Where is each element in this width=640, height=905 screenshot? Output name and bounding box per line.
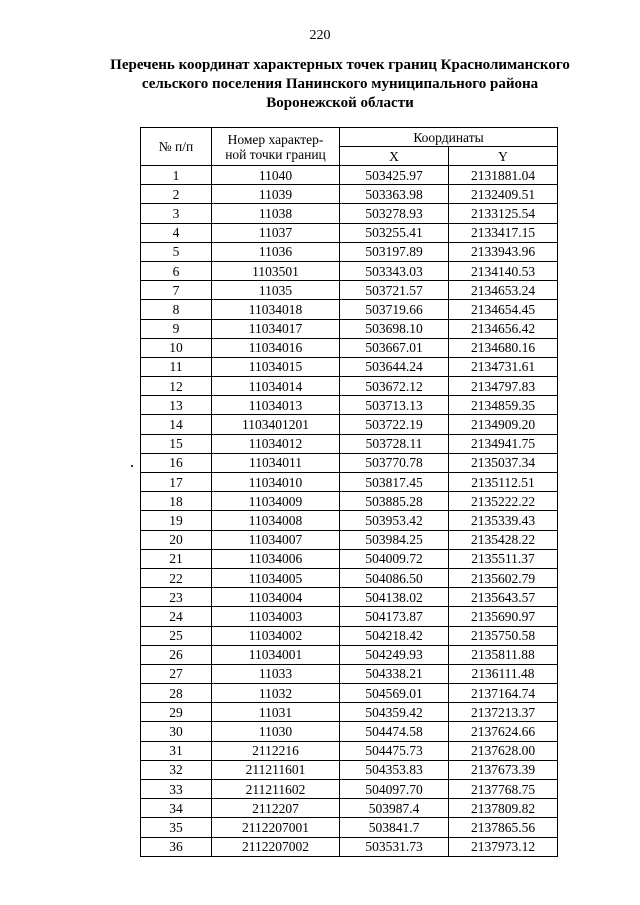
point-number-cell: 11040 xyxy=(212,166,340,185)
y-coordinate-cell: 2134941.75 xyxy=(449,434,558,453)
point-number-cell: 11034008 xyxy=(212,511,340,530)
point-number-cell: 211211601 xyxy=(212,760,340,779)
table-row xyxy=(141,396,558,415)
point-number-cell: 11034011 xyxy=(212,453,340,472)
table-header xyxy=(141,128,558,166)
row-number-cell: 36 xyxy=(141,837,212,856)
row-number-cell: 18 xyxy=(141,492,212,511)
x-coordinate-cell: 504009.72 xyxy=(340,549,449,568)
row-number-cell: 14 xyxy=(141,415,212,434)
scan-speck xyxy=(131,465,133,467)
table-row xyxy=(141,645,558,664)
point-number-cell: 11038 xyxy=(212,204,340,223)
point-number-cell: 11034009 xyxy=(212,492,340,511)
x-coordinate-cell: 504086.50 xyxy=(340,568,449,587)
x-coordinate-cell: 503770.78 xyxy=(340,453,449,472)
y-coordinate-cell: 2135112.51 xyxy=(449,473,558,492)
header-point-number-line-1: Номер характер- xyxy=(227,131,324,147)
table-row xyxy=(141,492,558,511)
point-number-cell: 1103401201 xyxy=(212,415,340,434)
x-coordinate-cell: 503698.10 xyxy=(340,319,449,338)
point-number-cell: 11034007 xyxy=(212,530,340,549)
point-number-cell: 11034018 xyxy=(212,300,340,319)
x-coordinate-cell: 503722.19 xyxy=(340,415,449,434)
y-coordinate-cell: 2137973.12 xyxy=(449,837,558,856)
x-coordinate-cell: 504218.42 xyxy=(340,626,449,645)
point-number-cell: 2112207 xyxy=(212,799,340,818)
row-number-cell: 1 xyxy=(141,166,212,185)
x-coordinate-cell: 503531.73 xyxy=(340,837,449,856)
x-coordinate-cell: 503885.28 xyxy=(340,492,449,511)
table-row xyxy=(141,338,558,357)
x-coordinate-cell: 504097.70 xyxy=(340,780,449,799)
header-point-number xyxy=(212,128,340,166)
table-row xyxy=(141,664,558,683)
point-number-cell: 11034004 xyxy=(212,588,340,607)
y-coordinate-cell: 2135339.43 xyxy=(449,511,558,530)
row-number-cell: 32 xyxy=(141,760,212,779)
header-row-number: № п/п xyxy=(141,128,212,166)
x-coordinate-cell: 503363.98 xyxy=(340,185,449,204)
table-row xyxy=(141,434,558,453)
y-coordinate-cell: 2133417.15 xyxy=(449,223,558,242)
x-coordinate-cell: 504249.93 xyxy=(340,645,449,664)
table-row xyxy=(141,261,558,280)
y-coordinate-cell: 2135690.97 xyxy=(449,607,558,626)
table-row xyxy=(141,760,558,779)
y-coordinate-cell: 2134859.35 xyxy=(449,396,558,415)
row-number-cell: 5 xyxy=(141,242,212,261)
x-coordinate-cell: 503278.93 xyxy=(340,204,449,223)
point-number-cell: 11034006 xyxy=(212,549,340,568)
point-number-cell: 11035 xyxy=(212,281,340,300)
row-number-cell: 27 xyxy=(141,664,212,683)
x-coordinate-cell: 503644.24 xyxy=(340,357,449,376)
y-coordinate-cell: 2136111.48 xyxy=(449,664,558,683)
row-number-cell: 8 xyxy=(141,300,212,319)
y-coordinate-cell: 2135222.22 xyxy=(449,492,558,511)
table-row xyxy=(141,549,558,568)
y-coordinate-cell: 2137628.00 xyxy=(449,741,558,760)
table-row xyxy=(141,377,558,396)
document-title xyxy=(90,56,590,113)
x-coordinate-cell: 503343.03 xyxy=(340,261,449,280)
point-number-cell: 11033 xyxy=(212,664,340,683)
table-row xyxy=(141,511,558,530)
point-number-cell: 11031 xyxy=(212,703,340,722)
title-line-1: Перечень координат характерных точек границ Краснолиманского xyxy=(110,57,570,73)
table-row xyxy=(141,684,558,703)
row-number-cell: 26 xyxy=(141,645,212,664)
header-y: Y xyxy=(449,147,558,166)
x-coordinate-cell: 503728.11 xyxy=(340,434,449,453)
point-number-cell: 11034002 xyxy=(212,626,340,645)
y-coordinate-cell: 2131881.04 xyxy=(449,166,558,185)
x-coordinate-cell: 504353.83 xyxy=(340,760,449,779)
table-row xyxy=(141,799,558,818)
point-number-cell: 1103501 xyxy=(212,261,340,280)
x-coordinate-cell: 504173.87 xyxy=(340,607,449,626)
point-number-cell: 11039 xyxy=(212,185,340,204)
row-number-cell: 15 xyxy=(141,434,212,453)
y-coordinate-cell: 2134797.83 xyxy=(449,377,558,396)
x-coordinate-cell: 503721.57 xyxy=(340,281,449,300)
table-row xyxy=(141,300,558,319)
header-point-number-line-2: ной точки границ xyxy=(225,146,326,162)
row-number-cell: 6 xyxy=(141,261,212,280)
row-number-cell: 11 xyxy=(141,357,212,376)
y-coordinate-cell: 2134140.53 xyxy=(449,261,558,280)
row-number-cell: 21 xyxy=(141,549,212,568)
point-number-cell: 211211602 xyxy=(212,780,340,799)
table-row xyxy=(141,703,558,722)
x-coordinate-cell: 503197.89 xyxy=(340,242,449,261)
row-number-cell: 19 xyxy=(141,511,212,530)
x-coordinate-cell: 503987.4 xyxy=(340,799,449,818)
table-row xyxy=(141,530,558,549)
y-coordinate-cell: 2134731.61 xyxy=(449,357,558,376)
row-number-cell: 10 xyxy=(141,338,212,357)
page-number: 220 xyxy=(309,28,331,43)
row-number-cell: 29 xyxy=(141,703,212,722)
y-coordinate-cell: 2135811.88 xyxy=(449,645,558,664)
x-coordinate-cell: 504475.73 xyxy=(340,741,449,760)
row-number-cell: 31 xyxy=(141,741,212,760)
y-coordinate-cell: 2137768.75 xyxy=(449,780,558,799)
title-line-3: Воронежской области xyxy=(266,95,414,111)
table-row xyxy=(141,626,558,645)
y-coordinate-cell: 2135428.22 xyxy=(449,530,558,549)
row-number-cell: 23 xyxy=(141,588,212,607)
point-number-cell: 11034016 xyxy=(212,338,340,357)
y-coordinate-cell: 2137213.37 xyxy=(449,703,558,722)
row-number-cell: 9 xyxy=(141,319,212,338)
row-number-cell: 28 xyxy=(141,684,212,703)
y-coordinate-cell: 2137673.39 xyxy=(449,760,558,779)
point-number-cell: 11034012 xyxy=(212,434,340,453)
point-number-cell: 11034017 xyxy=(212,319,340,338)
y-coordinate-cell: 2134656.42 xyxy=(449,319,558,338)
point-number-cell: 11037 xyxy=(212,223,340,242)
point-number-cell: 11034015 xyxy=(212,357,340,376)
point-number-cell: 11034003 xyxy=(212,607,340,626)
y-coordinate-cell: 2135643.57 xyxy=(449,588,558,607)
row-number-cell: 2 xyxy=(141,185,212,204)
table-row xyxy=(141,185,558,204)
point-number-cell: 11034010 xyxy=(212,473,340,492)
y-coordinate-cell: 2134909.20 xyxy=(449,415,558,434)
row-number-cell: 30 xyxy=(141,722,212,741)
coordinates-table xyxy=(140,127,558,857)
y-coordinate-cell: 2132409.51 xyxy=(449,185,558,204)
x-coordinate-cell: 503713.13 xyxy=(340,396,449,415)
x-coordinate-cell: 503719.66 xyxy=(340,300,449,319)
table-row xyxy=(141,166,558,185)
x-coordinate-cell: 504474.58 xyxy=(340,722,449,741)
table-row xyxy=(141,415,558,434)
table-row xyxy=(141,223,558,242)
point-number-cell: 11032 xyxy=(212,684,340,703)
table-row xyxy=(141,568,558,587)
row-number-cell: 25 xyxy=(141,626,212,645)
table-row xyxy=(141,722,558,741)
title-line-2: сельского поселения Панинского муниципального района xyxy=(141,76,539,92)
point-number-cell: 2112207002 xyxy=(212,837,340,856)
table-row xyxy=(141,607,558,626)
y-coordinate-cell: 2134653.24 xyxy=(449,281,558,300)
x-coordinate-cell: 503255.41 xyxy=(340,223,449,242)
point-number-cell: 11034014 xyxy=(212,377,340,396)
x-coordinate-cell: 503425.97 xyxy=(340,166,449,185)
header-coordinates: Координаты xyxy=(340,128,558,147)
x-coordinate-cell: 504569.01 xyxy=(340,684,449,703)
row-number-cell: 3 xyxy=(141,204,212,223)
table-body xyxy=(141,166,558,857)
point-number-cell: 11036 xyxy=(212,242,340,261)
y-coordinate-cell: 2135037.34 xyxy=(449,453,558,472)
row-number-cell: 12 xyxy=(141,377,212,396)
row-number-cell: 4 xyxy=(141,223,212,242)
point-number-cell: 11030 xyxy=(212,722,340,741)
point-number-cell: 11034001 xyxy=(212,645,340,664)
row-number-cell: 17 xyxy=(141,473,212,492)
y-coordinate-cell: 2135602.79 xyxy=(449,568,558,587)
y-coordinate-cell: 2133943.96 xyxy=(449,242,558,261)
point-number-cell: 11034013 xyxy=(212,396,340,415)
table-row xyxy=(141,473,558,492)
table-row xyxy=(141,281,558,300)
table-row xyxy=(141,357,558,376)
x-coordinate-cell: 503953.42 xyxy=(340,511,449,530)
y-coordinate-cell: 2137809.82 xyxy=(449,799,558,818)
y-coordinate-cell: 2135750.58 xyxy=(449,626,558,645)
x-coordinate-cell: 503672.12 xyxy=(340,377,449,396)
y-coordinate-cell: 2135511.37 xyxy=(449,549,558,568)
point-number-cell: 2112207001 xyxy=(212,818,340,837)
point-number-cell: 11034005 xyxy=(212,568,340,587)
header-x: X xyxy=(340,147,449,166)
row-number-cell: 35 xyxy=(141,818,212,837)
x-coordinate-cell: 503667.01 xyxy=(340,338,449,357)
x-coordinate-cell: 503817.45 xyxy=(340,473,449,492)
table-row xyxy=(141,837,558,856)
table-row xyxy=(141,319,558,338)
table-row xyxy=(141,453,558,472)
row-number-cell: 7 xyxy=(141,281,212,300)
x-coordinate-cell: 504138.02 xyxy=(340,588,449,607)
table-row xyxy=(141,780,558,799)
row-number-cell: 20 xyxy=(141,530,212,549)
point-number-cell: 2112216 xyxy=(212,741,340,760)
row-number-cell: 13 xyxy=(141,396,212,415)
table-row xyxy=(141,204,558,223)
row-number-cell: 33 xyxy=(141,780,212,799)
row-number-cell: 24 xyxy=(141,607,212,626)
table-row xyxy=(141,741,558,760)
row-number-cell: 22 xyxy=(141,568,212,587)
y-coordinate-cell: 2137624.66 xyxy=(449,722,558,741)
y-coordinate-cell: 2133125.54 xyxy=(449,204,558,223)
x-coordinate-cell: 504359.42 xyxy=(340,703,449,722)
row-number-cell: 34 xyxy=(141,799,212,818)
y-coordinate-cell: 2134680.16 xyxy=(449,338,558,357)
table-row xyxy=(141,818,558,837)
table-row xyxy=(141,588,558,607)
y-coordinate-cell: 2137164.74 xyxy=(449,684,558,703)
row-number-cell: 16 xyxy=(141,453,212,472)
x-coordinate-cell: 504338.21 xyxy=(340,664,449,683)
y-coordinate-cell: 2134654.45 xyxy=(449,300,558,319)
x-coordinate-cell: 503841.7 xyxy=(340,818,449,837)
x-coordinate-cell: 503984.25 xyxy=(340,530,449,549)
y-coordinate-cell: 2137865.56 xyxy=(449,818,558,837)
table-row xyxy=(141,242,558,261)
